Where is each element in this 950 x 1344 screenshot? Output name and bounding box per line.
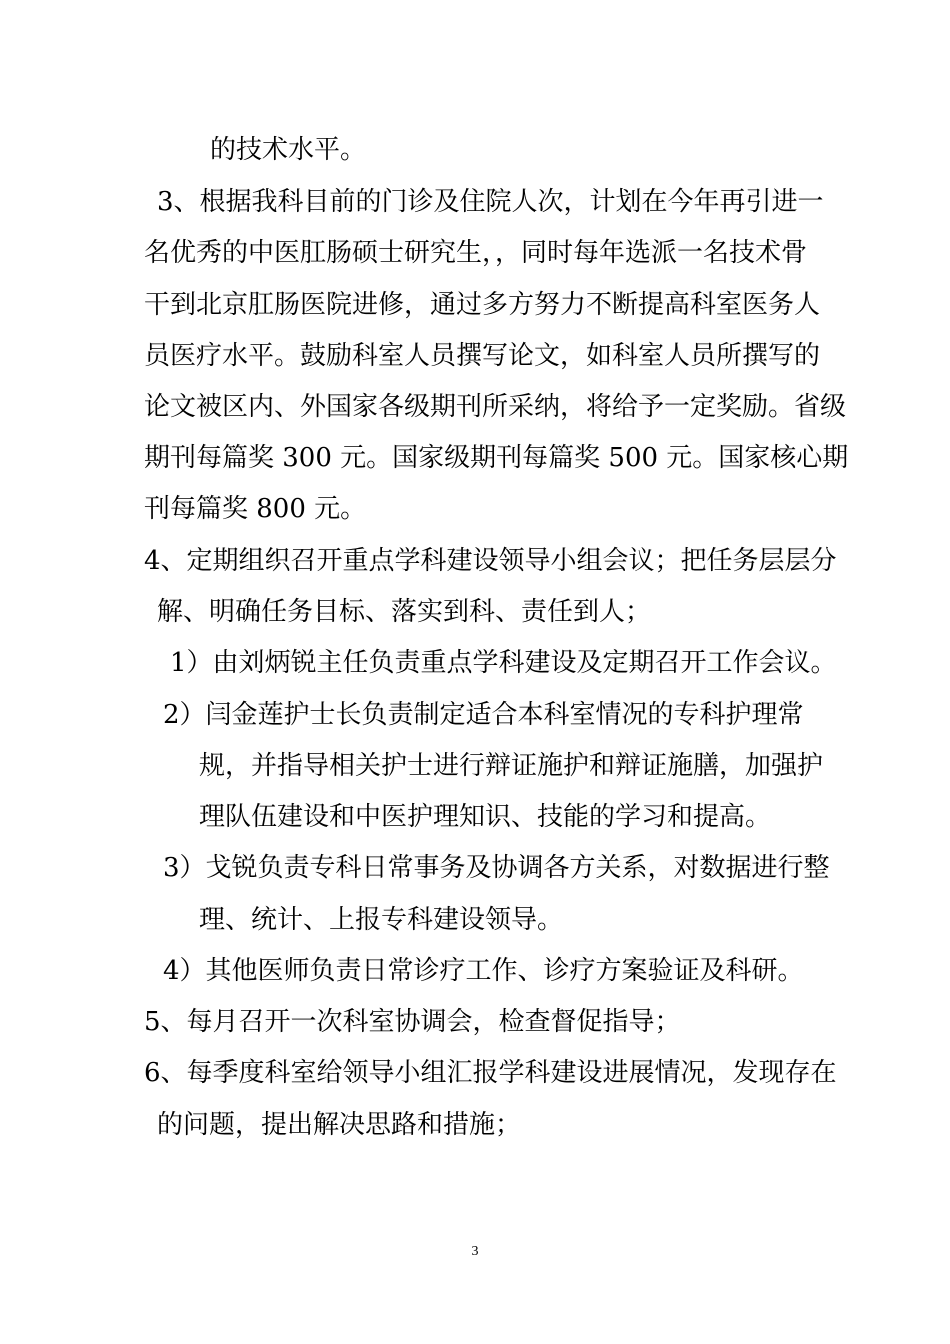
text-line: 刊每篇奖 800 元。: [144, 494, 367, 524]
text-line: 期刊每篇奖 300 元。国家级期刊每篇奖 500 元。国家核心期: [144, 443, 849, 473]
text-line: 员医疗水平。鼓励科室人员撰写论文，如科室人员所撰写的: [144, 341, 821, 371]
text-line: 6、每季度科室给领导小组汇报学科建设进展情况，发现存在: [144, 1058, 837, 1088]
text-line: 4）其他医师负责日常诊疗工作、诊疗方案验证及科研。: [163, 956, 804, 986]
page-number: 3: [471, 1244, 479, 1259]
text-line: 的问题，提出解决思路和措施；: [157, 1110, 522, 1140]
text-line: 的技术水平。: [210, 135, 367, 165]
text-line: 3）戈锐负责专科日常事务及协调各方关系，对数据进行整: [163, 853, 830, 883]
text-line: 理队伍建设和中医护理知识、技能的学习和提高。: [199, 802, 772, 832]
text-line: 干到北京肛肠医院进修，通过多方努力不断提高科室医务人: [144, 290, 821, 320]
text-line: 4、定期组织召开重点学科建设领导小组会议；把任务层层分: [144, 546, 837, 576]
text-line: 名优秀的中医肛肠硕士研究生，，同时每年选派一名技术骨: [144, 238, 808, 268]
text-line: 规，并指导相关护士进行辩证施护和辩证施膳，加强护: [199, 751, 824, 781]
text-line: 论文被区内、外国家各级期刊所采纳，将给予一定奖励。省级: [144, 392, 847, 422]
text-line: 1）由刘炳锐主任负责重点学科建设及定期召开工作会议。: [170, 648, 837, 678]
text-line: 2）闫金莲护士长负责制定适合本科室情况的专科护理常: [163, 700, 804, 730]
text-line: 3、根据我科目前的门诊及住院人次，计划在今年再引进一: [157, 187, 824, 217]
text-line: 解、明确任务目标、落实到科、责任到人；: [157, 597, 652, 627]
text-line: 5、每月召开一次科室协调会，检查督促指导；: [144, 1007, 681, 1037]
text-line: 理、统计、上报专科建设领导。: [199, 905, 564, 935]
